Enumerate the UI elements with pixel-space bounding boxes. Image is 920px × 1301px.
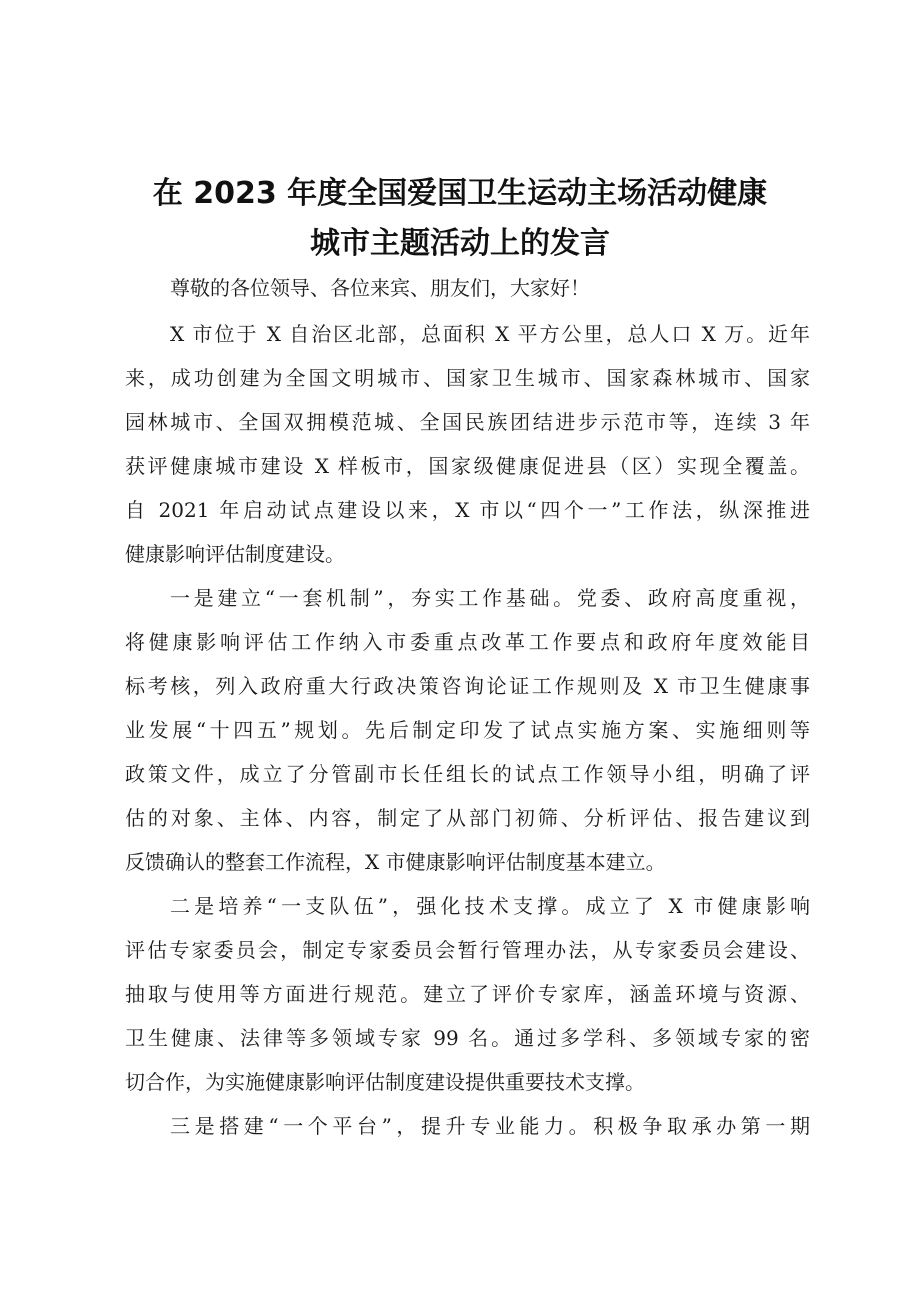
paragraph-line: 园林城市、全国双拥模范城、全国民族团结进步示范市等，连续 3 年 (125, 410, 810, 434)
paragraph-line: 抽取与使用等方面进行规范。建立了评价专家库，涵盖环境与资源、 (125, 982, 810, 1006)
paragraph-line: X 市位于 X 自治区北部，总面积 X 平方公里，总人口 X 万。近年 (170, 322, 810, 346)
paragraph-line: 标考核，列入政府重大行政决策咨询论证工作规则及 X 市卫生健康事 (125, 674, 810, 698)
paragraph-line: 估的对象、主体、内容，制定了从部门初筛、分析评估、报告建议到 (125, 806, 810, 830)
paragraph-line: 来，成功创建为全国文明城市、国家卫生城市、国家森林城市、国家 (125, 366, 810, 390)
paragraph-line: 自 2021 年启动试点建设以来，X 市以“四个一”工作法，纵深推进 (125, 498, 810, 522)
paragraph-line: 将健康影响评估工作纳入市委重点改革工作要点和政府年度效能目 (125, 630, 810, 654)
paragraph-line: 评估专家委员会，制定专家委员会暂行管理办法，从专家委员会建设、 (125, 938, 810, 962)
paragraph-line: 二是培养“一支队伍”，强化技术支撑。成立了 X 市健康影响 (170, 894, 810, 918)
paragraph-line: 获评健康城市建设 X 样板市，国家级健康促进县（区）实现全覆盖。 (125, 454, 810, 478)
paragraph-line: 一是建立“一套机制”，夯实工作基础。党委、政府高度重视， (170, 586, 810, 610)
paragraph-line: 三是搭建“一个平台”，提升专业能力。积极争取承办第一期 (170, 1114, 810, 1138)
paragraph-line: 健康影响评估制度建设。 (125, 542, 345, 566)
paragraph-line: 反馈确认的整套工作流程，X 市健康影响评估制度基本建立。 (125, 850, 666, 874)
paragraph-line: 政策文件，成立了分管副市长任组长的试点工作领导小组，明确了评 (125, 762, 810, 786)
paragraph-line: 切合作，为实施健康影响评估制度建设提供重要技术支撑。 (125, 1070, 645, 1094)
paragraph-line: 业发展“十四五”规划。先后制定印发了试点实施方案、实施细则等 (125, 718, 810, 742)
document-title-line-2: 城市主题活动上的发言 (310, 226, 610, 261)
document-title-line-1: 在 2023 年度全国爱国卫生运动主场活动健康 (152, 176, 768, 211)
paragraph-line: 卫生健康、法律等多领域专家 99 名。通过多学科、多领域专家的密 (125, 1026, 810, 1050)
greeting-line: 尊敬的各位领导、各位来宾、朋友们，大家好！ (170, 276, 590, 300)
